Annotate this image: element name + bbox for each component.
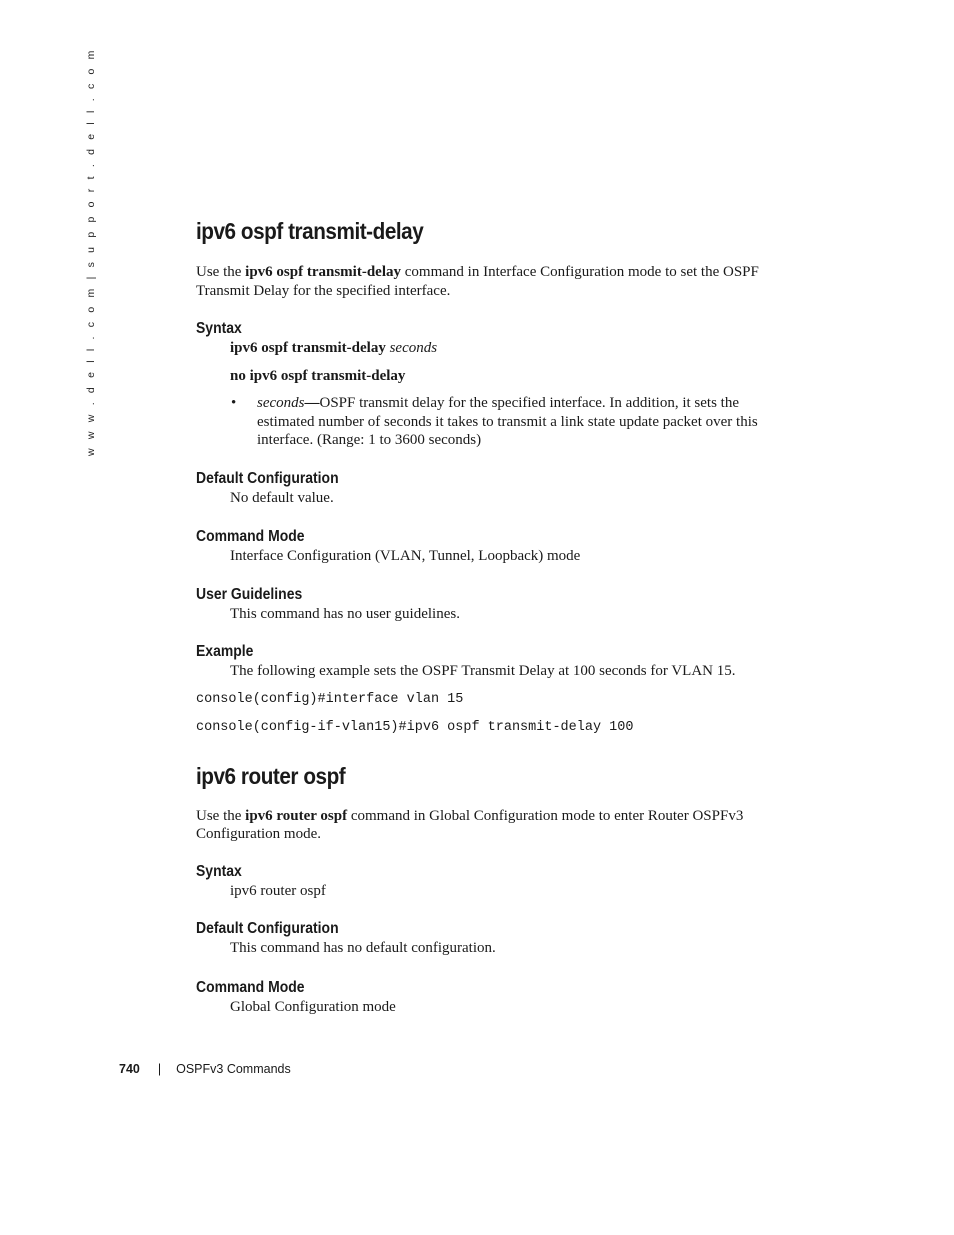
page-number: 740	[119, 1062, 140, 1076]
default-config-text: No default value.	[230, 489, 334, 506]
syntax-line: ipv6 ospf transmit-delay seconds	[230, 340, 438, 356]
default-config-heading: Default Configuration	[196, 469, 339, 487]
code-line: console(config)#interface vlan 15	[196, 691, 464, 707]
section-intro: Use the ipv6 ospf transmit-delay command in Interface Configuration mode to set the OSPF Transmit Delay for the specified interface.	[196, 264, 759, 299]
command-mode-heading: Command Mode	[196, 528, 305, 545]
section-title: ipv6 router ospf	[196, 762, 346, 789]
syntax-no-line: no ipv6 ospf transmit-delay	[230, 367, 406, 384]
syntax-heading: Syntax	[196, 862, 242, 880]
section-title: ipv6 ospf transmit-delay	[196, 218, 424, 244]
bullet-icon: •	[231, 395, 237, 411]
section-intro: Use the ipv6 router ospf command in Global Configuration mode to enter Router OSPFv3 Configuration mode.	[196, 807, 744, 842]
code-line: console(config-if-vlan15)#ipv6 ospf transmit-delay 100	[196, 719, 634, 735]
page-content	[196, 216, 796, 1016]
default-config-heading: Default Configuration	[196, 920, 339, 937]
command-mode-text: Global Configuration mode	[230, 998, 396, 1015]
default-config-text: This command has no default configuration.	[230, 940, 496, 956]
example-text: The following example sets the OSPF Transmit Delay at 100 seconds for VLAN 15.	[230, 663, 736, 679]
command-name: ipv6 router ospf	[245, 807, 348, 824]
syntax-line: ipv6 router ospf	[230, 882, 326, 899]
example-heading: Example	[196, 643, 254, 660]
parameter-bullet: • seconds—OSPF transmit delay for the specified interface. In addition, it sets the estimated number of seconds it takes to transmit a link state update packet over this interface. (Range: 1 to 3600 seconds)	[231, 395, 758, 448]
footer-separator: |	[157, 1062, 162, 1076]
syntax-heading: Syntax	[196, 320, 242, 337]
command-mode-text: Interface Configuration (VLAN, Tunnel, Loopback) mode	[230, 548, 581, 564]
command-mode-heading: Command Mode	[196, 978, 305, 996]
chapter-name: OSPFv3 Commands	[176, 1062, 291, 1076]
user-guidelines-text: This command has no user guidelines.	[230, 605, 460, 622]
page-footer	[119, 1062, 291, 1076]
side-url: w w w . d e l l . c o m | s u p p o r t . d e l l . c o m	[85, 47, 97, 456]
user-guidelines-heading: User Guidelines	[196, 585, 303, 603]
command-name: ipv6 ospf transmit-delay	[245, 264, 401, 280]
